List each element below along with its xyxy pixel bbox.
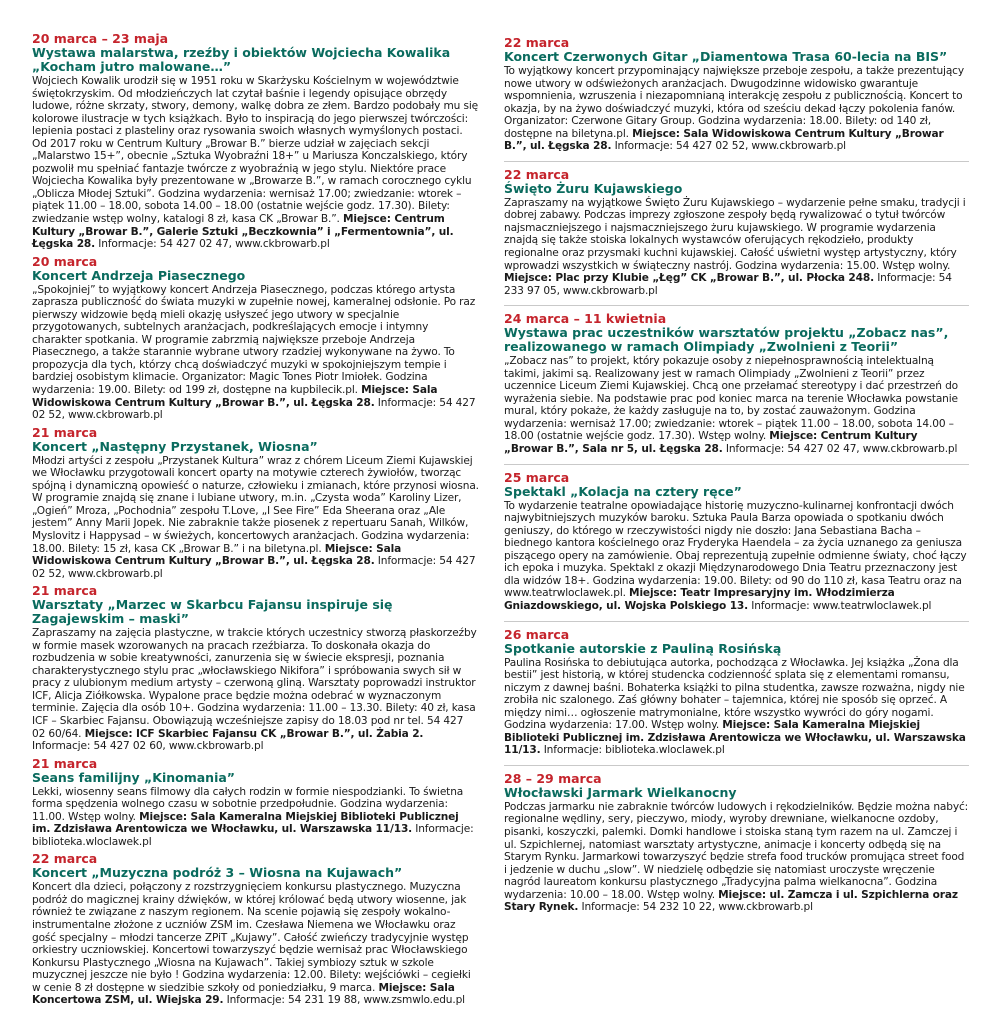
event-body-text: Podczas jarmarku nie zabraknie twórców ludowych i rękodzielników. Będzie można nabyć: regionalne wędliny, sery, pieczywo, miody, wyroby drewniane, wielkanocne ozdoby, pisanki, koszyczki, palemki. Domki handlowe i stoiska staną tym razem na ul. Zamczej i ul. Szpichlernej, natomiast warsztaty artystyczne, animacje i koncerty odbędą się na Starym Rynku. Jarmarkowi towarzyszyć będzie strefa food trucków promująca street food i jedzenie w duchu „slow”. W niedzielę odbędzie się natomiast uroczyste wręczenie nagród laureatom konkursu plastycznego „Tradycyjna palma wielkanocna”. Godzina wydarzenia: 10.00 – 18.00. Wstęp wolny. (504, 800, 969, 901)
left-column (32, 0, 479, 1011)
event-place: Miejsce: Teatr Impresaryjny im. Włodzimierza Gniazdowskiego, ul. Wojska Polskiego 13. (504, 587, 895, 612)
event-title: Koncert „Następny Przystanek, Wiosna” (32, 438, 318, 454)
event-body-text: Zapraszamy na zajęcia plastyczne, w trakcie których uczestnicy stworzą płaskorzeźby w formie masek wzorowanych na pracach rzeźbiarza. To doskonała okazja do rozbudzenia w sobie kreatywności, zanurzenia się w świecie ekspresji, poznania charakterystycznego stylu prac „włocławskiego Nikifora” i spróbowania swych sił w pracy z ulubionym medium artysty – czerwoną gliną. Warsztaty poprowadzi instruktor ICF, Alicja Ziółkowska. Wypalone prace będzie można odebrać w wyznaczonym terminie. Zajęcia dla osób 10+. Godzina wydarzenia: 11.00 – 13.30. Bilety: 40 zł, kasa ICF – Skarbiec Fajansu. Obowiązują wcześniejsze zapisy do 18.03 pod nr tel. 54 427 02 60/64. (32, 627, 477, 740)
event-info: Informacje: 54 233 97 05, www.ckbrowarb.pl (504, 272, 952, 297)
event-info: Informacje: 54 427 02 47, www.ckbrowarb.pl (98, 238, 330, 251)
event-piaseczny-concert (32, 255, 479, 422)
event-body-text: Lekki, wiosenny seans filmowy dla całych rodzin w formie niespodzianki. To świetna forma spędzenia wolnego czasu w sobotnie przedpołudnie. Godzina wydarzenia: 11.00. Wstęp wolny. (32, 785, 464, 823)
event-description (32, 786, 479, 849)
event-zur-festival (504, 168, 969, 297)
event-place: Miejsce: Centrum Kultury „Browar B.”, Galerie Sztuki „Beczkownia” i „Fermentownia”, ul. Łęgska 28. (32, 213, 454, 251)
event-body-text: „Zobacz nas” to projekt, który pokazuje osoby z niepełnosprawnością intelektualną takimi, jakimi są. Realizowany jest w ramach Olimpiady „Zwolnieni z Teorii” przez uczennice Liceum Ziemi Kujawskiej. Chcą one przełamać stereotypy i dać przestrzeń do wyrażenia siebie. Na podstawie prac pod koniec marca na terenie Włocławka powstanie mural, który pokaże, że każdy zasługuje na to, by zostać zauważonym. Godzina wydarzenia: wernisaż 17.00; zwiedzanie: wtorek – piątek 11.00 – 18.00, sobota 14.00 – 18.00 (ostatnie wejście godz. 17.30). Wstęp wolny. (504, 355, 958, 443)
event-divider (504, 621, 969, 622)
event-date: 20 marca – 23 maja (32, 31, 169, 46)
event-body-text: Młodzi artyści z zespołu „Przystanek Kultura” wraz z chórem Liceum Ziemi Kujawskiej we Włocławku przygotowali koncert oparty na motywie czterech żywiołów, tworząc spójną i dynamiczną opowieść o naturze, człowieku i zmianach, które przynosi wiosna. W programie znajdą się znane i lubiane utwory, m.in. „Czysta woda” Karoliny Lizer, „Ogień” Mroza, „Pochodnia” zespołu T.Love, „I See Fire” Eda Sheerana oraz „Ale jestem” Anny Marii Jopek. Nie zabraknie także piosenek z repertuaru Sanah, Wilków, Myslovitz i Happysad – w świeżych, koncertowych aranżacjach. Godzina wydarzenia: 18.00. Bilety: 15 zł, kasa CK „Browar B.” i na biletyna.pl. (32, 454, 479, 555)
event-description (32, 881, 479, 1006)
event-description (504, 657, 969, 757)
event-title: Spektakl „Kolacja na cztery ręce” (504, 483, 742, 499)
event-place: Miejsce: Plac przy Klubie „Łęg” CK „Browar B.”, ul. Płocka 248. (504, 272, 874, 285)
event-description (504, 355, 969, 455)
event-body-text: To wyjątkowy koncert przypominający największe przeboje zespołu, a także prezentujący nowe utwory w odświeżonych aranżacjach. Dwugodzinne widowisko gwarantuje wspomnienia, wzruszenia i niezapomnianą interakcję zespołu z publicznością. Koncert to okazja, by na żywo doświadczyć muzyki, która od sześciu dekad łączy pokolenia fanów. Organizator: Czerwone Gitary Group. Godzina wydarzenia: 18.00. Bilety: od 140 zł, dostępne na biletyna.pl. (504, 65, 964, 140)
event-divider (504, 765, 969, 766)
event-title: Koncert Andrzeja Piasecznego (32, 267, 246, 283)
event-info: Informacje: 54 427 02 52, www.ckbrowarb.pl (32, 555, 476, 580)
event-date: 21 marca (32, 583, 98, 599)
event-title: Wystawa malarstwa, rzeźby i obiektów Wojciecha Kowalika „Kocham jutro malowane…” (32, 45, 451, 74)
event-easter-fair (504, 772, 969, 914)
event-rosinska-meeting (504, 628, 969, 757)
event-place: Miejsce: Centrum Kultury „Browar B.”, Sala nr 5, ul. Łęgska 28. (504, 430, 918, 456)
event-place: Miejsce: ul. Zamcza i ul. Szpichlerna oraz Stary Rynek. (504, 888, 958, 914)
event-kinomania (32, 757, 479, 849)
event-info: Informacje: 54 232 10 22, www.ckbrowarb.pl (581, 901, 813, 914)
event-title: Spotkanie autorskie z Pauliną Rosińską (504, 640, 782, 656)
event-title: Święto Żuru Kujawskiego (504, 180, 683, 196)
event-title: Włocławski Jarmark Wielkanocny (504, 784, 737, 800)
event-description (504, 500, 969, 613)
event-info: Informacje: biblioteka.wloclawek.pl (543, 744, 725, 757)
event-info: Informacje: www.teatrwloclawek.pl (751, 599, 932, 612)
event-info: Informacje: 54 427 02 52, www.ckbrowarb.pl (32, 396, 476, 422)
event-place: Miejsce: Sala Kameralna Miejskiej Biblioteki Publicznej im. Zdzisława Arentowicza we Włocławku, ul. Warszawska 11/13. (504, 719, 966, 757)
event-place: Miejsce: Sala Koncertowa ZSM, ul. Wiejska 29. (32, 981, 455, 1007)
event-title: Seans familijny „Kinomania” (32, 769, 236, 785)
event-title: Koncert „Muzyczna podróż 3 – Wiosna na Kujawach” (32, 865, 403, 881)
event-date: 21 marca (32, 424, 98, 440)
event-zobacz-nas (504, 312, 969, 455)
event-date: 24 marca – 11 kwietnia (504, 311, 667, 327)
event-kowalik-exhibition (32, 32, 479, 251)
event-info: Informacje: 54 427 02 60, www.ckbrowarb.pl (32, 740, 264, 753)
event-place: Miejsce: Sala Widowiskowa Centrum Kultury „Browar B.”, ul. Łęgska 28. (504, 127, 944, 153)
event-description (32, 284, 479, 422)
event-body-text: „Spokojniej” to wyjątkowy koncert Andrzeja Piasecznego, podczas którego artysta zaprasza publiczność do świata muzyki w zupełnie nowej, kameralnej odsłonie. Po raz pierwszy widzowie będą mieli okazję usłyszeć jego utwory w specjalnie przygotowanych, subtelnych aranżacjach, podkreślających emocje i intymny charakter spotkania. W programie zabrzmią największe przeboje Andrzeja Piasecznego, a także starannie wybrane utwory rzadziej wykonywane na żywo. To propozycja dla tych, którzy chcą doświadczyć muzyki w spokojniejszym tempie i bardziej osobistym klimacie. Organizator: Magic Tones Piotr Imiołek. Godzina wydarzenia: 19.00. Bilety: od 199 zł, dostępne na kupbilecik.pl. (32, 283, 476, 397)
event-title: Koncert Czerwonych Gitar „Diamentowa Trasa 60-lecia na BIS” (504, 49, 948, 64)
event-info: Informacje: 54 427 02 52, www.ckbrowarb.pl (614, 140, 846, 153)
event-date: 28 – 29 marca (504, 770, 602, 786)
event-date: 20 marca (32, 253, 98, 269)
event-info: Informacje: biblioteka.wloclawek.pl (32, 823, 474, 848)
event-musical-journey (32, 852, 479, 1006)
event-place: Miejsce: ICF Skarbiec Fajansu CK „Browar B.”, ul. Żabia 2. (84, 727, 424, 740)
right-column (504, 0, 969, 922)
event-description (32, 627, 479, 752)
event-description (32, 75, 479, 251)
event-masks-workshop (32, 584, 479, 752)
event-description (504, 801, 969, 914)
event-date: 21 marca (32, 755, 98, 771)
event-body-text: Wojciech Kowalik urodził się w 1951 roku w Skarżysku Kościelnym w województwie świętokrzyskim. Od młodzieńczych lat czytał baśnie i legendy opisujące obrzędy ludowe, różne skrzaty, stwory, demony, walkę dobra ze złem. Bardzo podobały mu się kolorowe ilustracje w tych książkach. Było to inspiracją do jego pierwszej twórczości: lepienia postaci z plasteliny oraz rysowania swoich własnych wymyślonych postaci. Od 2017 roku w Centrum Kultury „Browar B.” bierze udział w zajęciach sekcji „Malarstwo 15+”, obecnie „Sztuka Wyobraźni 18+” u Mariusza Konczalskiego, który pozwolił mu spełniać fantazje twórcze z wyobraźnią w jego stylu. Niektóre prace Wojciecha Kowalika były prezentowane w „Browarze B.”, w ramach corocznego cyklu „Oblicza Młodej Sztuki”. Godzina wydarzenia: wernisaż 17.00; zwiedzanie: wtorek – piątek 11.00 – 18.00, sobota 14.00 – 18.00 (ostatnie wejście godz. 17.30). Bilety: zwiedzanie wstęp wolny, katalogi 8 zł, kasa CK „Browar B.”. (32, 75, 478, 226)
event-date: 22 marca (32, 851, 98, 867)
event-date: 22 marca (504, 35, 570, 50)
event-body-text: To wydarzenie teatralne opowiadające historię muzyczno-kulinarnej konfrontacji dwóch najwybitniejszych muzyków baroku. Sztuka Paula Barza opowiada o spotkaniu dwóch geniuszy, do którego w rzeczywistości nigdy nie doszło: Jana Sebastiana Bacha – biednego kantora kościelnego oraz Fryderyka Haendela – za życia uznanego za geniusza piszącego opery na zamówienie. Obaj reprezentują zupełnie odmienne światy, choć łączy ich epoka i muzyka. Spektakl z okazji Międzynarodowego Dnia Teatru przeznaczony jest dla widzów 18+. Godzina wydarzenia: 19.00. Bilety: od 90 do 110 zł, kasa Teatru oraz na www.teatrwloclawek.pl. (504, 499, 967, 600)
event-spring-concert (32, 426, 479, 580)
event-divider (504, 464, 969, 465)
event-place: Miejsce: Sala Kameralna Miejskiej Biblioteki Publicznej im. Zdzisława Arentowicza we Włocławku, ul. Warszawska 11/13. (32, 810, 459, 836)
event-date: 26 marca (504, 626, 570, 642)
event-place: Miejsce: Sala Widowiskowa Centrum Kultury „Browar B.”, ul. Łęgska 28. (32, 542, 402, 568)
event-place: Miejsce: Sala Widowiskowa Centrum Kultury „Browar B.”, ul. Łęgska 28. (32, 384, 438, 409)
event-date: 25 marca (504, 469, 570, 485)
event-body-text: Koncert dla dzieci, połączony z rozstrzygnięciem konkursu plastycznego. Muzyczna podróż do magicznej krainy dźwięków, w której królować będą utwory wiosenne, jak również te związane z naszym regionem. Na scenie pojawią się zespoły wokalno-instrumentalne złożone z uczniów ZSM im. Czesława Niemena we Włocławku oraz gość specjalny – młodzi tancerze ZPiT „Kujawy”. Całość zwieńczy tradycyjnie występ orkiestry uczniowskiej. Koncertowi towarzyszyć będzie wernisaż prac Włocławskiego Konkursu Plastycznego „Wiosna na Kujawach”. Takiej symbiozy sztuk w szkole muzycznej jeszcze nie było ! Godzina wydarzenia: 12.00. Bilety: wejściówki – cegiełki w cenie 8 zł dostępne w siedzibie szkoły od poniedziałku, 9 marca. (32, 881, 471, 994)
event-czerwone-gitary (504, 36, 969, 153)
event-body-text: Paulina Rosińska to debiutująca autorka, pochodząca z Włocławka. Jej książka „Żona dla bestii” jest historią, w której studencka codzienność splata się z elementami romansu, niczym z dawnej baśni. Bohaterka książki to pilna studentka, zawsze rozważna, nigdy nie zrobiła nic szalonego. Zaś główny bohater – tajemnica, której nie sposób się oprzeć. A między nimi… ogłoszenie matrymonialne, które wszystko wywróci do góry nogami. Godzina wydarzenia: 17.00. Wstęp wolny. (504, 656, 965, 732)
event-description (504, 65, 969, 153)
event-date: 22 marca (504, 166, 570, 182)
event-divider (504, 305, 969, 306)
event-info: Informacje: 54 231 19 88, www.zsmwlo.edu.pl (226, 994, 465, 1007)
event-title: Warsztaty „Marzec w Skarbcu Fajansu inspiruje się Zagajewskim – maski” (32, 597, 393, 627)
event-title: Wystawa prac uczestników warsztatów projektu „Zobacz nas”, realizowanego w ramach Olimpiady „Zwolnieni z Teorii” (504, 325, 949, 355)
event-description (32, 455, 479, 580)
event-kolacja-spectacle (504, 471, 969, 613)
event-info: Informacje: 54 427 02 47, www.ckbrowarb.pl (725, 443, 958, 456)
event-description (504, 197, 969, 297)
event-body-text: Zapraszamy na wyjątkowe Święto Żuru Kujawskiego – wydarzenie pełne smaku, tradycji i dobrej zabawy. Podczas imprezy zgłoszone zespoły będą rywalizować o tytuł twórców najsmaczniejszego i najsmaczniejszego żuru kujawskiego. W programie wydarzenia znajdą się także stoiska lokalnych wystawców oferujących rękodzieło, produkty regionalne oraz przysmaki kuchni kujawskiej. Całość uświetni występ artystyczny, który wprowadzi wszystkich w świąteczny nastrój. Godzina wydarzenia: 15.00. Wstęp wolny. (504, 196, 966, 272)
event-divider (504, 161, 969, 162)
